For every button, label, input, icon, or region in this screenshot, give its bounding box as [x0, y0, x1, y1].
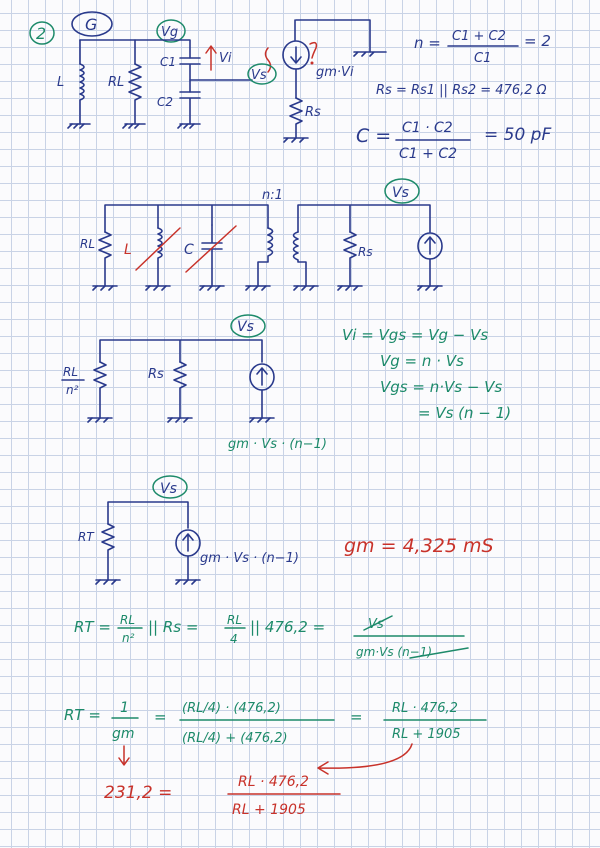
svg-text:RL + 1905: RL + 1905	[232, 802, 306, 818]
gm-result: gm = 4,325 mS	[344, 535, 494, 557]
label-vs-4: Vs	[160, 481, 177, 497]
svg-text:gm: gm	[112, 726, 135, 742]
svg-text:|| 476,2 =: || 476,2 =	[250, 618, 326, 636]
label-RL-2: RL	[80, 237, 96, 251]
label-Rs-2: Rs	[358, 245, 373, 259]
label-rl-num: RL	[63, 365, 79, 379]
svg-text:C =: C =	[356, 125, 392, 147]
svg-text:RL + 1905: RL + 1905	[392, 727, 461, 742]
label-vs-3: Vs	[237, 319, 254, 335]
label-RL: RL	[108, 75, 125, 90]
label-rl-den: n²	[66, 383, 79, 397]
label-L: L	[57, 75, 65, 90]
svg-text:=: =	[350, 708, 363, 726]
rt-equation-1	[74, 613, 468, 659]
svg-text:4: 4	[230, 632, 238, 646]
equations-mid	[342, 326, 511, 422]
label-vi: Vi	[219, 51, 232, 66]
svg-text:C1 + C2: C1 + C2	[452, 29, 506, 44]
svg-text:RL: RL	[120, 613, 136, 627]
svg-text:C1: C1	[474, 51, 492, 66]
svg-text:231,2 =: 231,2 =	[104, 783, 173, 803]
rt-equation-2	[64, 700, 486, 774]
label-C2: C2	[157, 95, 174, 109]
svg-text:RT =: RT =	[74, 618, 111, 636]
svg-text:(RL/4) + (476,2): (RL/4) + (476,2)	[182, 731, 288, 746]
label-gm-vi: gm·Vi	[316, 65, 354, 80]
problem-number: 2	[36, 24, 47, 43]
svg-text:|| Rs =: || Rs =	[148, 618, 199, 636]
svg-text:RL · 476,2: RL · 476,2	[238, 774, 309, 790]
svg-text:=: =	[154, 708, 167, 726]
svg-text:Vgs = n·Vs − Vs: Vgs = n·Vs − Vs	[380, 378, 503, 396]
svg-text:gm·Vs (n−1): gm·Vs (n−1)	[356, 645, 433, 659]
svg-text:C1 + C2: C1 + C2	[399, 146, 457, 162]
label-rs-3: Rs	[148, 367, 164, 382]
label-vs: Vs	[251, 68, 267, 83]
svg-text:C1 · C2: C1 · C2	[402, 120, 453, 136]
svg-text:Vs: Vs	[368, 617, 384, 632]
circuit-2	[80, 179, 442, 290]
svg-text:Vi = Vgs = Vg − Vs: Vi = Vgs = Vg − Vs	[342, 326, 489, 344]
svg-text:= Vs (n − 1): = Vs (n − 1)	[418, 404, 512, 422]
problem-number-circle	[30, 22, 54, 44]
node-g-circle	[72, 12, 112, 36]
svg-text:RL: RL	[227, 613, 243, 627]
svg-text:(RL/4) · (476,2): (RL/4) · (476,2)	[182, 701, 281, 716]
label-rs: Rs	[305, 105, 321, 120]
node-vg-circle	[157, 20, 185, 42]
equation-rs: Rs = Rs1 || Rs2 = 476,2 Ω	[376, 83, 547, 98]
rt-equation-3	[104, 774, 340, 818]
label-rt: RT	[78, 530, 94, 544]
circuit-4	[78, 476, 299, 584]
label-vs-2: Vs	[392, 185, 409, 201]
node-vg-label: Vg	[161, 25, 179, 40]
circuit-1	[57, 20, 386, 142]
svg-text:Vg = n · Vs: Vg = n · Vs	[380, 352, 464, 370]
label-C-2: C	[184, 242, 194, 258]
label-C1: C1	[160, 55, 177, 69]
svg-text:n²: n²	[122, 631, 135, 645]
svg-text:= 50 pF: = 50 pF	[484, 125, 552, 145]
label-ratio: n:1	[262, 188, 283, 203]
label-src-3: gm · Vs · (n−1)	[228, 437, 327, 452]
equation-c	[356, 120, 551, 162]
circuit-3	[62, 315, 327, 452]
svg-text:= 2: = 2	[524, 32, 551, 50]
label-src-4: gm · Vs · (n−1)	[200, 551, 299, 566]
equation-n	[414, 29, 551, 66]
svg-text:RT =: RT =	[64, 706, 101, 724]
node-g-label: G	[85, 15, 98, 34]
svg-text:n =: n =	[414, 34, 441, 52]
svg-text:1: 1	[120, 700, 129, 716]
svg-text:RL · 476,2: RL · 476,2	[392, 701, 458, 716]
label-L-2: L	[124, 242, 132, 258]
